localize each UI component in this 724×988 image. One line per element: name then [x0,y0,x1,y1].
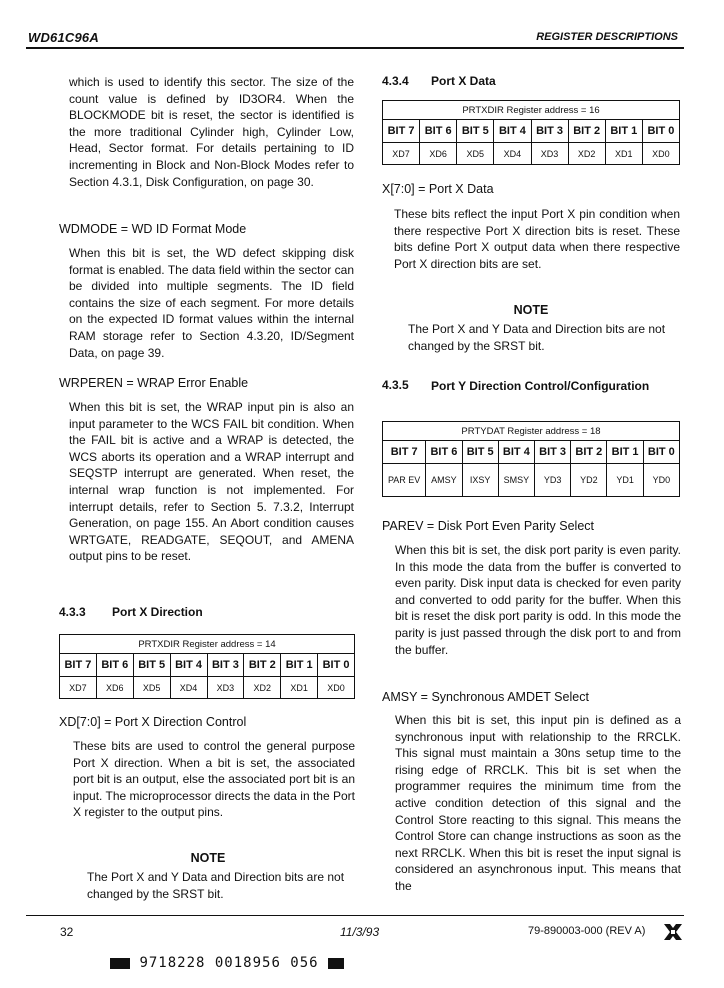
register-title: PRTXDIR Register address = 16 [383,101,680,120]
register-table-prtxdat [382,100,680,165]
wrperen-description: When this bit is set, the WRAP input pin is also an input parameter to the WCS FAIL bit condition. When the FAIL bit is active and a WRAP is detected, the WCS aborts its operation and a WRAP interrupt and SEQSTP interrupt are generated. When reset, the internal wrap function is not implemented. For interrupt details, refer to Section 5. 7.3.2, Interrupt Generation, on page 155. An Abort condition causes WRTGATE, READGATE, SEQOUT, and AMENA output pins to be reset. [69,400,354,564]
wdmode-description: When this bit is set, the WD defect skipping disk format is enabled. The data field within the sector can be divided into multiple segments. The ID field contains the size of each segment. For more details on the expected ID format values within the internal RAM storage refer to Section 4.3.20, ID/Segment Data, on page 39. [69,246,354,360]
bit-value: XD5 [133,677,170,699]
bit-header: BIT 6 [420,120,457,143]
bit-header: BIT 1 [607,441,643,464]
bit-value: XD2 [568,143,605,165]
paragraph-blockmode: which is used to identify this sector. The size of the count value is defined by ID3OR4. When the BLOCKMODE bit is reset, the sector is identified is the more traditional Cylinder high, Cylinder Low, Head, Sector format. For details pertaining to ID incrementing in Block and Non-Block Modes refer to Section 4.3.1, Disk Configuration, on page 30. [69,75,354,189]
bit-header: BIT 1 [281,654,318,677]
bit-header: BIT 5 [133,654,170,677]
section-title-433: Port X Direction [112,605,203,619]
bit-header: BIT 6 [96,654,133,677]
bit-value: XD7 [60,677,97,699]
bit-value: XD2 [244,677,281,699]
x-data-description: These bits reflect the input Port X pin condition when there respective Port X direction bits is reset. These bits define Port X output data when there respective Port X direction bits are set. [394,207,680,271]
bit-header: BIT 2 [244,654,281,677]
section-title-434: Port X Data [431,74,496,88]
barcode-line [110,955,344,971]
xd-definition: XD[7:0] = Port X Direction Control [59,715,247,729]
bit-header: BIT 4 [170,654,207,677]
section-number-433: 4.3.3 [59,605,86,619]
footer-date: 11/3/93 [340,925,380,939]
note-heading: NOTE [190,851,226,865]
bit-value: SMSY [498,464,534,497]
bit-value: IXSY [462,464,498,497]
section-header: REGISTER DESCRIPTIONS [536,31,678,43]
barcode-number: 9718228 0018956 056 [139,955,319,971]
bit-value: XD0 [318,677,355,699]
section-number-434: 4.3.4 [382,74,409,88]
section-title-435: Port Y Direction Control/Configuration [431,379,650,393]
header-rule [26,47,684,49]
bit-header: BIT 4 [494,120,531,143]
page-number: 32 [60,925,74,939]
x-data-definition: X[7:0] = Port X Data [382,182,494,196]
bit-value: XD3 [207,677,244,699]
register-table-prtydat [382,421,680,497]
bit-header: BIT 2 [571,441,607,464]
bit-header: BIT 4 [498,441,534,464]
wdmode-definition: WDMODE = WD ID Format Mode [59,222,247,236]
note-heading: NOTE [513,303,549,317]
section-number-435: 4.3.5 [382,378,409,392]
bit-header: BIT 1 [605,120,642,143]
bit-value: XD7 [383,143,420,165]
bit-header: BIT 2 [568,120,605,143]
bit-header: BIT 7 [383,441,426,464]
bit-value: YD1 [607,464,643,497]
bit-header: BIT 7 [383,120,420,143]
bit-value: XD4 [494,143,531,165]
xd-description: These bits are used to control the general purpose Port X direction. When a bit is set, the associated port bit is an output, else the associated port bit is an input. The microprocessor directs the data in the Port X register to the output pins. [73,739,355,820]
bit-header: BIT 3 [207,654,244,677]
company-logo-icon [662,922,684,942]
bit-value: XD1 [605,143,642,165]
bit-header: BIT 3 [531,120,568,143]
parev-description: When this bit is set, the disk port parity is even parity. In this mode the data from the buffer is converted to even parity. Disk input data is checked for even parity and converted to odd parity for the buffer. When this bit is reset the disk port parity is odd. In this mode the parity is just passed through the disk port to and from the buffer. [395,543,681,657]
bit-header: BIT 5 [457,120,494,143]
barcode-block-icon [328,958,344,969]
bit-header: BIT 3 [535,441,571,464]
document-number: 79-890003-000 (REV A) [528,925,646,937]
register-title: PRTXDIR Register address = 14 [60,635,355,654]
parev-definition: PAREV = Disk Port Even Parity Select [382,519,594,533]
footer-rule [26,915,684,916]
bit-value: YD0 [643,464,679,497]
bit-value: XD5 [457,143,494,165]
note-text: The Port X and Y Data and Direction bits are not changed by the SRST bit. [408,322,666,353]
register-title: PRTYDAT Register address = 18 [383,422,680,441]
register-table-prtxdir [59,634,355,699]
bit-value: XD3 [531,143,568,165]
bit-header: BIT 0 [642,120,679,143]
bit-value: XD4 [170,677,207,699]
bit-header: BIT 0 [318,654,355,677]
bit-value: XD6 [96,677,133,699]
doc-part-number: WD61C96A [28,30,99,45]
bit-header: BIT 0 [643,441,679,464]
bit-header: BIT 5 [462,441,498,464]
amsy-definition: AMSY = Synchronous AMDET Select [382,690,589,704]
bit-value: PAR EV [383,464,426,497]
bit-value: XD6 [420,143,457,165]
bit-value: XD0 [642,143,679,165]
bit-value: YD3 [535,464,571,497]
note-text: The Port X and Y Data and Direction bits are not changed by the SRST bit. [87,870,345,901]
bit-header: BIT 7 [60,654,97,677]
wrperen-definition: WRPEREN = WRAP Error Enable [59,376,249,390]
bit-value: XD1 [281,677,318,699]
barcode-block-icon [110,958,130,969]
amsy-description: When this bit is set, this input pin is defined as a synchronous input with relationship to the RRCLK. This signal must maintain a 30ns setup time to the rising edge of RRCLK. This bit is set when the programmer requires the minimum time from the active condition detection of this signal and the Control Store reacting to this signal. This means the Control Store can change instructions as soon as the next RRCLK. When this bit is reset the input signal is considered an asynchronous input. This means that the [395,713,681,893]
bit-header: BIT 6 [426,441,462,464]
bit-value: YD2 [571,464,607,497]
bit-value: AMSY [426,464,462,497]
